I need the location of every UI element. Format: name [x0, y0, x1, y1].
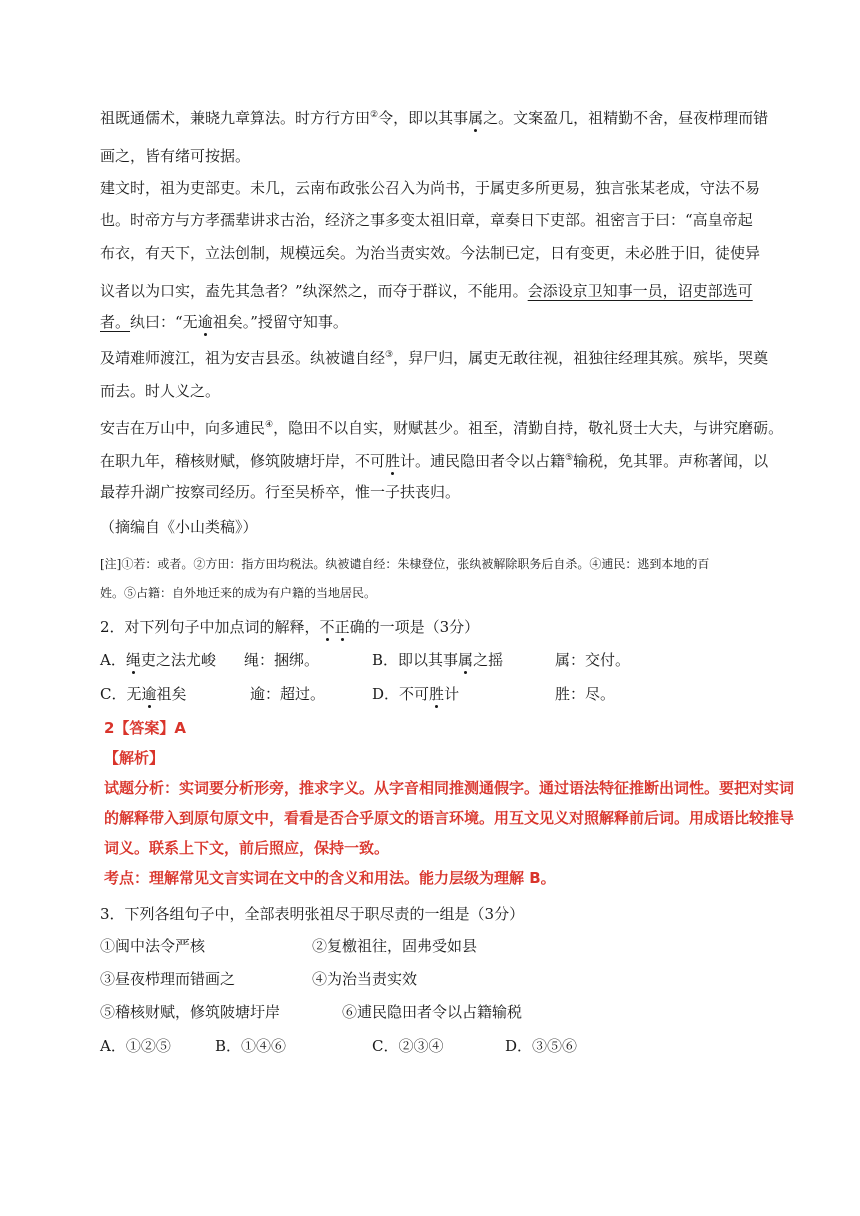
- text: 之。文案盈几，祖精勤不舍，昼夜栉理而错: [483, 109, 769, 127]
- footnote-marker: ②: [370, 110, 379, 120]
- passage-line-10: [100, 418, 783, 438]
- dotted-word: 属: [468, 109, 484, 127]
- text: ，隐田不以自实，财赋甚少。祖至，清勤自持，敬礼贤士大夫，与讲究磨砺。: [273, 419, 784, 437]
- passage-line-3: 建文时，祖为吏部吏。未几，云南布政张公召入为尚书，于属吏多所更易，独言张某老成，守法不易: [100, 179, 761, 197]
- text: 2．对下列句子中加点词的解释，: [100, 618, 320, 636]
- option-label: D．: [372, 685, 400, 703]
- analysis-line-2: 的解释带入到原句原文中，看看是否合乎原文的语言环境。用互文见义对照解释前后词。用成语比较推导: [104, 809, 795, 827]
- option-b: B．①④⑥: [215, 1037, 287, 1055]
- footnote-line-2: 姓。⑤占籍：自外地迁来的成为有户籍的当地居民。: [100, 586, 377, 600]
- passage-line-11: [100, 451, 768, 471]
- dotted-word: 胜: [385, 452, 401, 470]
- text: 计。逋民隐田者令以占籍: [400, 452, 566, 470]
- item-5: ⑤稽核财赋，修筑陂塘圩岸: [100, 1003, 281, 1021]
- footnote-marker: ⑤: [565, 453, 574, 463]
- question-3-row-1: [100, 936, 760, 958]
- question-2-row-ab: [100, 650, 760, 672]
- option-c: C．②③④: [372, 1037, 444, 1055]
- text: 祖既通儒术，兼晓九章算法。时方行方田: [100, 109, 371, 127]
- passage-line-9: 而去。时人义之。: [100, 382, 221, 400]
- dotted-word: 胜: [429, 685, 445, 703]
- passage-line-2: 画之，皆有绪可按据。: [100, 147, 251, 165]
- question-2-row-cd: [100, 684, 760, 706]
- text: ，舁尸归，属吏无敢往视，祖独往经理其殡。殡毕，哭奠: [393, 349, 769, 367]
- text: 在职九年，稽核财赋，修筑陂塘圩岸，不可: [100, 452, 386, 470]
- footnote-line-1: [注]①若：或者。②方田：指方田均税法。纨被谴自经：朱棣登位，张纨被解除职务后自杀。④逋民：逃到本地的百: [100, 557, 710, 571]
- text: 不可: [399, 685, 430, 703]
- option-d-gloss: 胜：尽。: [555, 685, 616, 703]
- option-a: [100, 650, 216, 670]
- option-d: D．③⑤⑥: [505, 1037, 578, 1055]
- item-2: ②复檄祖往，固弗受如县: [312, 937, 478, 955]
- option-d: [372, 684, 459, 704]
- text: 输税，免其罪。声称著闻，以: [573, 452, 769, 470]
- exam-point-line: 考点：理解常见文言实词在文中的含义和用法。能力层级为理解 B。: [104, 869, 556, 887]
- option-label: B．: [372, 651, 399, 669]
- dotted-word: 逾: [197, 313, 213, 331]
- text: 计: [444, 685, 460, 703]
- passage-line-7: [100, 312, 348, 332]
- question-3-options: [100, 1036, 760, 1058]
- footnote-marker: ③: [385, 350, 394, 360]
- passage-line-5: 布衣，有天下，立法创制，规模远矣。为治当责实效。今法制已定，日有变更，未必胜于旧，徒使异: [100, 244, 761, 262]
- question-3-stem: 3．下列各组句子中，全部表明张祖尽于职尽责的一组是（3分）: [100, 905, 525, 923]
- text: 确的一项是（3分）: [349, 618, 480, 636]
- text: 议者以为口实，盍先其急者？”纨深然之，而夺于群议，不能用。: [100, 282, 528, 300]
- analysis-line-1: 试题分析：实词要分析形旁，推求字义。从字音相同推测通假字。通过语法特征推断出词性。要把对实词: [104, 779, 795, 797]
- dotted-word: 属: [458, 651, 474, 669]
- dotted-word: 不: [319, 618, 335, 636]
- underlined-sentence: 者。: [100, 313, 131, 331]
- passage-line-6: [100, 281, 753, 301]
- option-a: A．①②⑤: [100, 1037, 171, 1055]
- passage-line-4: 也。时帝方与方孝孺辈讲求古治，经济之事多变太祖旧章，章奏日下吏部。祖密言于曰：“高皇帝起: [100, 211, 753, 229]
- passage-line-8: [100, 348, 768, 368]
- source-citation: （摘编自《小山类稿》）: [100, 518, 258, 536]
- text: 吏之法尤峻: [140, 651, 216, 669]
- item-6: ⑥逋民隐田者令以占籍输税: [342, 1003, 523, 1021]
- question-2-stem: [100, 617, 479, 637]
- analysis-line-3: 词义。联系上下文，前后照应，保持一致。: [104, 839, 390, 857]
- text: 之摇: [473, 651, 504, 669]
- text: 即以其事: [398, 651, 459, 669]
- option-b: [372, 650, 503, 670]
- passage-line-1: [100, 108, 768, 128]
- option-c-gloss: 逾：超过。: [250, 685, 326, 703]
- text: 祖矣: [156, 685, 187, 703]
- answer-heading: 2【答案】A: [104, 719, 187, 737]
- item-1: ①闽中法令严核: [100, 937, 206, 955]
- question-3-row-3: [100, 1002, 760, 1024]
- analysis-heading: 【解析】: [104, 749, 165, 767]
- text: 纨曰：“无: [130, 313, 198, 331]
- question-3-row-2: [100, 969, 760, 991]
- text: 祖矣。”授留守知事。: [212, 313, 348, 331]
- underlined-sentence: 会添设京卫知事一员，诏吏部选可: [527, 282, 753, 300]
- item-4: ④为治当责实效: [312, 970, 418, 988]
- option-b-gloss: 属：交付。: [555, 651, 631, 669]
- option-label: C．: [100, 685, 127, 703]
- text: 令，即以其事: [378, 109, 469, 127]
- dotted-word: 逾: [141, 685, 157, 703]
- item-3: ③昼夜栉理而错画之: [100, 970, 236, 988]
- passage-line-12: 最荐升湖广按察司经历。行至吴桥卒，惟一子扶丧归。: [100, 483, 461, 501]
- option-a-gloss: 绳：捆绑。: [244, 651, 320, 669]
- dotted-word: 绳: [125, 651, 141, 669]
- option-c: [100, 684, 187, 704]
- option-label: A．: [100, 651, 126, 669]
- dotted-word: 正: [334, 618, 350, 636]
- text: 无: [126, 685, 142, 703]
- text: 及靖难师渡江，祖为安吉县丞。纨被谴自经: [100, 349, 386, 367]
- text: 安吉在万山中，向多逋民: [100, 419, 266, 437]
- footnote-marker: ④: [265, 420, 274, 430]
